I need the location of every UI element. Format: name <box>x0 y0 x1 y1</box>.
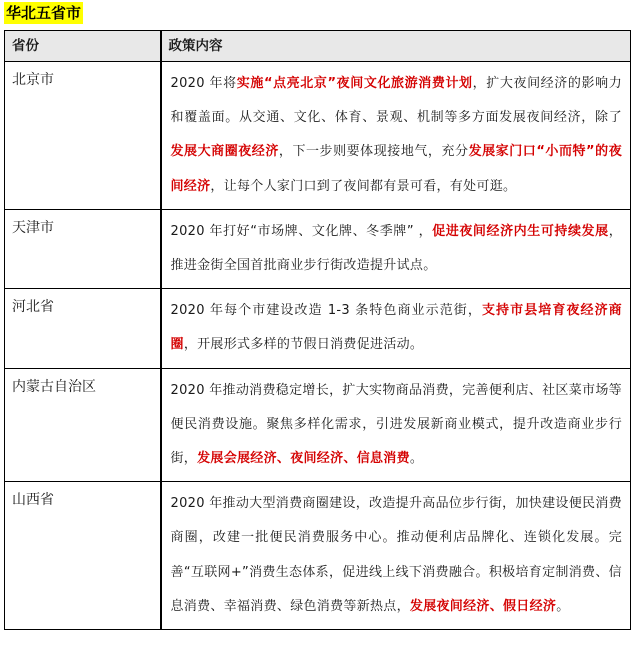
policy-text: 2020 年推动大型消费商圈建设，改造提升高品位步行街，加快建设便民消费商圈，改建一批便民消费服务中心。推动便利店品牌化、连锁化发展。完善“互联网+”消费生态体系，促进线上线下消费融合。积极培育定制消费、信息消费、幸福消费、绿色消费等新热点， <box>170 496 622 614</box>
page-title-wrap <box>4 2 83 24</box>
policy-text: ，开展形式多样的节假日消费促进活动。 <box>183 337 424 353</box>
policy-text: 。 <box>409 451 424 467</box>
policy-text: 。 <box>556 598 570 614</box>
policy-table <box>4 30 631 630</box>
policy-text: 2020 年打好“市场牌、文化牌、冬季牌” ， <box>170 223 433 239</box>
policy-highlight-text: 支持市县培育夜经济商圈 <box>170 303 622 353</box>
table-row <box>5 482 631 630</box>
policy-cell <box>161 368 631 482</box>
table-body <box>5 62 631 630</box>
province-cell: 山西省 <box>5 482 161 630</box>
policy-cell <box>161 62 631 210</box>
province-cell: 内蒙古自治区 <box>5 368 161 482</box>
header-policy: 政策内容 <box>161 31 631 62</box>
policy-highlight-text: 发展大商圈夜经济 <box>170 144 279 160</box>
table-row <box>5 209 631 288</box>
table-row <box>5 368 631 482</box>
province-cell: 北京市 <box>5 62 161 210</box>
policy-text: ，推进金街全国首批商业步行街改造提升试点。 <box>170 223 623 274</box>
province-cell: 河北省 <box>5 289 161 368</box>
policy-text: 2020 年推动消费稳定增长，扩大实物商品消费，完善便利店、社区菜市场等便民消费设施。聚焦多样化需求，引进发展新商业模式，提升改造商业步行街， <box>170 382 622 467</box>
policy-text: ，扩大夜间经济的影响力和覆盖面。从交通、文化、体育、景观、机制等多方面发展夜间经济，除了 <box>170 76 622 126</box>
policy-highlight-text: 发展家门口“小而特”的夜间经济 <box>170 144 622 194</box>
table-row <box>5 62 631 210</box>
policy-text: 2020 年每个市建设改造 1-3 条特色商业示范街， <box>170 303 482 319</box>
policy-cell <box>161 482 631 630</box>
page-title: 华北五省市 <box>6 4 82 22</box>
policy-text: 2020 年将 <box>170 76 237 91</box>
policy-text: ，下一步则要体现接地气，充分 <box>278 144 469 160</box>
policy-highlight-text: 发展会展经济、夜间经济、信息消费 <box>197 451 410 467</box>
province-cell: 天津市 <box>5 209 161 288</box>
table-header-row <box>5 31 631 62</box>
table-row <box>5 289 631 368</box>
policy-text: ，让每个人家门口到了夜间都有景可看，有处可逛。 <box>210 178 517 194</box>
policy-cell <box>161 209 631 288</box>
policy-highlight-text: 发展夜间经济、假日经济 <box>409 598 557 614</box>
header-province: 省份 <box>5 31 161 62</box>
policy-cell <box>161 289 631 368</box>
policy-highlight-text: 实施“点亮北京”夜间文化旅游消费计划 <box>236 76 473 91</box>
policy-highlight-text: 促进夜间经济内生可持续发展 <box>432 223 609 239</box>
